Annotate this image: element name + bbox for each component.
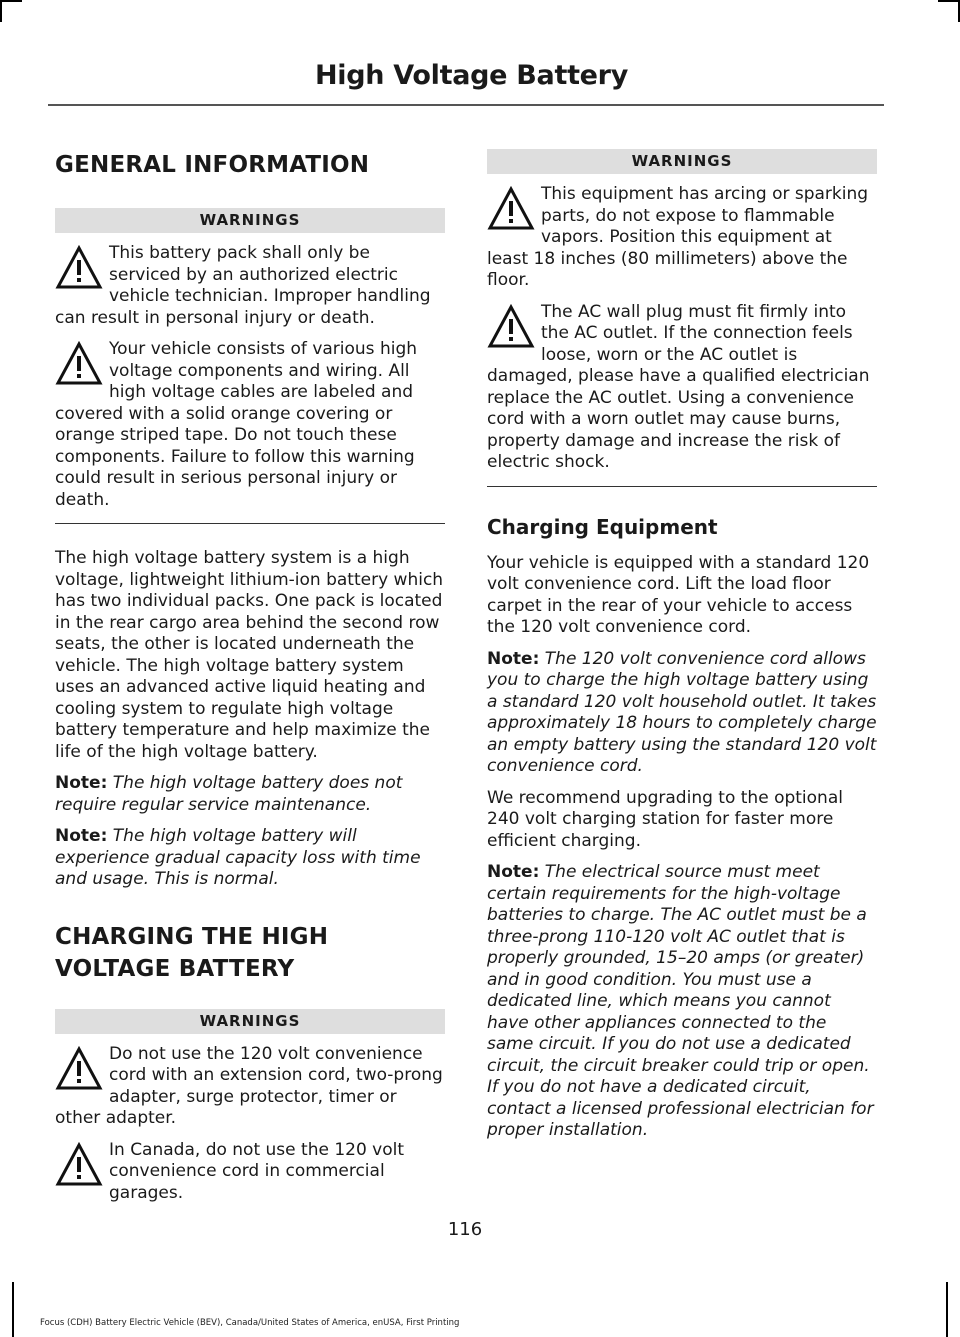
warning-triangle-icon xyxy=(487,304,535,350)
warning-triangle-icon xyxy=(487,186,535,232)
note xyxy=(55,826,445,891)
note xyxy=(487,649,877,778)
note-text: The electrical source must meet certain requirements for the high-voltage batteries to charge. The AC outlet must be a three-prong 110-120 volt AC outlet that is properly grounded, 15–20 amps (or greater) and in good condition. You must use a dedicated line, which means you cannot have other appliances connected to the same circuit. If you do not use a dedicated circuit, the circuit breaker could trip or open. If you do not have a dedicated circuit, contact a licensed professional electrician for proper installation. xyxy=(487,862,874,1140)
subsection-title-charging-equipment: Charging Equipment xyxy=(487,514,718,539)
warning-text: In Canada, do not use the 120 volt convenience cord in commercial garages. xyxy=(109,1139,405,1203)
warning-triangle-icon xyxy=(55,1142,103,1188)
warning-triangle-icon xyxy=(55,245,103,291)
body-paragraph: The high voltage battery system is a high voltage, lightweight lithium-ion battery which has two individual packs. One pack is located in the rear cargo area behind the second row seats, the other is located underneath the vehicle. The high voltage battery system uses an advanced active liquid heating and cooling system to regulate high voltage battery temperature and help maximize the life of the high voltage battery. xyxy=(55,548,444,762)
left-column xyxy=(55,140,445,1204)
warning-triangle-icon xyxy=(55,1046,103,1092)
note-text: The high voltage battery will experience gradual capacity loss with time and usage. This is normal. xyxy=(55,826,421,889)
warnings-header: WARNINGS xyxy=(55,208,445,233)
crop-mark xyxy=(0,0,22,2)
section-title-line: VOLTAGE BATTERY xyxy=(55,955,295,982)
warnings-end-rule xyxy=(487,486,877,487)
note xyxy=(55,773,445,816)
crop-mark xyxy=(12,1282,14,1337)
warning-item xyxy=(55,243,445,329)
note-label: Note: xyxy=(487,862,540,882)
warning-text: This equipment has arcing or sparking parts, do not expose to flammable vapors. Position this equipment at least 18 inches (80 millimeters) above the floor. xyxy=(487,184,869,290)
page-number: 116 xyxy=(447,1219,483,1240)
warning-item xyxy=(55,1140,445,1205)
header-divider xyxy=(48,104,884,106)
warnings-end-rule xyxy=(55,523,445,524)
crop-mark xyxy=(938,0,960,2)
body-paragraph: Your vehicle is equipped with a standard 120 volt convenience cord. Lift the load floor carpet in the rear of your vehicle to access the 120 volt convenience cord. xyxy=(487,552,870,637)
warning-item xyxy=(487,302,877,474)
footer-publication-info: Focus (CDH) Battery Electric Vehicle (BEV), Canada/United States of America, enUSA, First Printing xyxy=(40,1318,460,1328)
note-label: Note: xyxy=(55,826,108,846)
warning-text: The AC wall plug must fit firmly into the AC outlet. If the connection feels loose, worn or the AC outlet is damaged, please have a qualified electrician replace the AC outlet. Using a convenience cord with a worn outlet may cause burns, property damage and increase the risk of electric shock. xyxy=(487,301,870,472)
body-paragraph: We recommend upgrading to the optional 240 volt charging station for faster more efficient charging. xyxy=(487,787,843,851)
note-label: Note: xyxy=(487,648,540,669)
warning-item xyxy=(487,184,877,292)
section-title-line: CHARGING THE HIGH xyxy=(55,923,329,950)
warning-triangle-icon xyxy=(55,341,103,387)
page-header-title: High Voltage Battery xyxy=(314,60,628,91)
note xyxy=(487,862,877,1142)
warning-text: This battery pack shall only be serviced by an authorized electric vehicle technician. Improper handling can result in personal injury or death. xyxy=(55,243,431,328)
right-column xyxy=(487,140,877,1142)
crop-mark xyxy=(0,0,2,22)
crop-mark xyxy=(946,1282,948,1337)
note-text: The high voltage battery does not require regular service maintenance. xyxy=(55,773,403,815)
section-title-charging xyxy=(55,921,445,985)
warning-text: Your vehicle consists of various high voltage components and wiring. All high voltage cables are labeled and covered with a solid orange covering or orange striped tape. Do not touch these components. Failure to follow this warning could result in serious personal injury or death. xyxy=(55,339,418,510)
note-label: Note: xyxy=(55,773,108,793)
warning-text: Do not use the 120 volt convenience cord with an extension cord, two-prong adapter, surge protector, timer or other adapter. xyxy=(55,1043,443,1128)
warning-item xyxy=(55,1044,445,1130)
warnings-header: WARNINGS xyxy=(55,1009,445,1034)
warning-item xyxy=(55,339,445,511)
section-title-general-information: GENERAL INFORMATION xyxy=(55,152,370,178)
warnings-header: WARNINGS xyxy=(487,149,877,174)
note-text: The 120 volt convenience cord allows you to charge the high voltage battery using a standard 120 volt household outlet. It takes approximately 18 hours to completely charge an empty battery using the standard 120 volt convenience cord. xyxy=(487,648,877,776)
